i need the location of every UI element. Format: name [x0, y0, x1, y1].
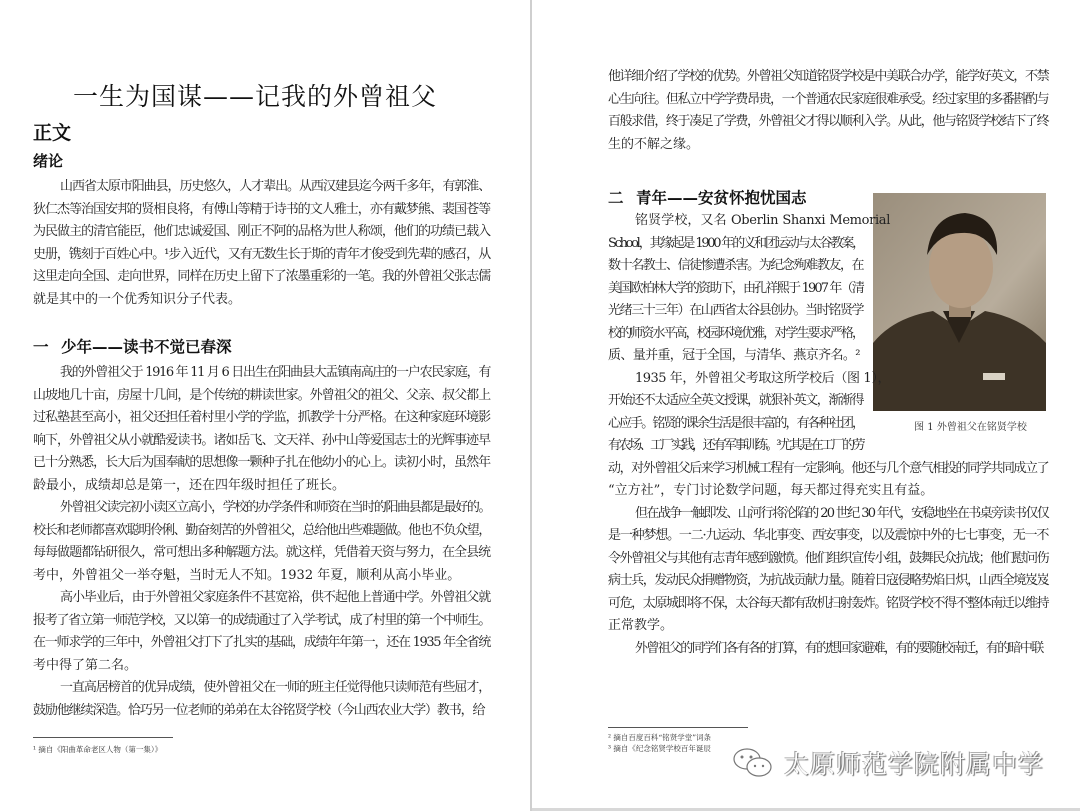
- paragraph: [608, 503, 1048, 638]
- text-line: 每每做题都钻研很久，常可想出多种解题方法。就这样，凭借着天资与努力，在全县统: [33, 545, 490, 560]
- text-line: 考中得了第二名。: [33, 657, 138, 673]
- text-line: 外曾祖父读完初小读区立高小，学校的办学条件和师资在当时的阳曲县都是最好的。: [60, 500, 490, 515]
- text-line: 美国欧柏林大学的资助下，由孔祥熙于 1907 年（清: [608, 280, 863, 296]
- heading-intro: 绪论: [33, 152, 64, 170]
- paragraph: [33, 587, 490, 677]
- document-title: 一生为国谋——记我的外曾祖父: [72, 82, 437, 111]
- text-line: 铭贤学校，又名 Oberlin Shanxi Memorial: [635, 213, 890, 228]
- watermark-text: 太原师范学院附属中学: [784, 750, 1045, 779]
- footnote-divider: [608, 727, 748, 728]
- section-1-body: [33, 362, 490, 722]
- text-line: 报考了省立第一师范学校，又以第一的成绩通过了入学考试，成了村里的第一个中师生。: [33, 612, 490, 628]
- text-line: 心应手。铭贤的课余生活是很丰富的，有各种社团，: [608, 415, 863, 431]
- text-line: 一直高居榜首的优异成绩，使外曾祖父在一师的班主任觉得他只读师范有些屈才，: [60, 680, 490, 695]
- section-title: 少年——读书不觉已春深: [61, 338, 232, 356]
- text-line: 光绪三十三年）在山西省太谷县创办。当时铭贤学: [608, 303, 863, 318]
- paragraph: [33, 497, 490, 587]
- paragraph: [608, 368, 1048, 503]
- paragraph: [33, 362, 490, 497]
- section-number: 二: [608, 189, 624, 207]
- text-line: 有农场、工厂实践，还有军事训练。³尤其是在工厂的劳: [608, 438, 863, 453]
- text-line: 数十名教士、信徒惨遭杀害。为纪念殉难教友，在: [608, 258, 863, 273]
- text-line: 校长和老师都喜欢聪明伶俐、勤奋刻苦的外曾祖父，总给他出些难题做。他也不负众望，: [33, 522, 490, 538]
- intro-body: [33, 176, 490, 311]
- figure-caption: 图 1 外曾祖父在铭贤学校: [914, 422, 1027, 433]
- text-line: 就是其中的一个优秀知识分子代表。: [33, 291, 242, 307]
- text-line: 正常教学。: [608, 618, 674, 633]
- continued-body: [608, 66, 1048, 156]
- paragraph: [33, 677, 490, 722]
- text-line: 在一师求学的三年中，外曾祖父打下了扎实的基础，成绩年年第一，还在 1935 年全省统: [33, 635, 490, 650]
- text-line: 心生向往。但私立中学学费昂贵，一个普通农民家庭很难承受。经过家里的多番斟酌与: [608, 91, 1048, 107]
- text-line: 病士兵，发动民众捐赠物资，为抗战贡献力量。随着日寇侵略势焰日炽，山西全境岌岌: [608, 573, 1048, 588]
- text-line: 龄最小，成绩却总是第一，还在四年级时担任了班长。: [33, 477, 346, 493]
- wechat-icon: [732, 746, 774, 780]
- text-line: 可危，太原城即将不保，太谷每天都有敌机扫射轰炸。铭贤学校不得不整体南迁以维持: [608, 595, 1048, 611]
- text-line: 鼓励他继续深造。恰巧另一位老师的弟弟在太谷铭贤学校（今山西农业大学）教书，给: [33, 702, 485, 718]
- section-title: 青年——安贫怀抱忧国志: [636, 189, 807, 207]
- section-number: 一: [33, 338, 49, 356]
- paragraph: [608, 66, 1048, 156]
- text-line: 开始还不太适应全英文授课，就狠补英文，渐渐得: [608, 393, 863, 408]
- text-line: 高小毕业后，由于外曾祖父家庭条件不甚宽裕，供不起他上普通中学。外曾祖父就: [60, 590, 490, 605]
- text-line: 是一种梦想。一二·九运动、华北事变、西安事变，以及震惊中外的七七事变，无一不: [608, 528, 1048, 543]
- text-line: 这里走向全国、走向世界，同样在历史上留下了浓墨重彩的一笔。我的外曾祖父张志儒: [33, 269, 490, 284]
- section-1-heading: [33, 335, 232, 357]
- text-line: 动，对外曾祖父后来学习机械工程有一定影响。他还与几个意气相投的同学共同成立了: [608, 460, 1048, 476]
- text-line: 史册，镌刻于百姓心中。¹步入近代，又有无数生长于斯的青年才俊受到先辈的感召，从: [33, 246, 490, 262]
- text-line: “立方社”，专门讨论数学问题，每天都过得充实且有益。: [608, 483, 934, 498]
- text-line: 质、量并重，冠于全国，与清华、燕京齐名。²: [608, 348, 860, 363]
- text-line: 为民做主的清官能臣，他们忠诚爱国、刚正不阿的品格为世人称颂，他们的功绩已载入: [33, 224, 490, 239]
- text-line: 校的师资水平高，校园环境优雅，对学生要求严格，: [608, 325, 863, 341]
- text-line: 已十分熟悉，长大后为国奉献的思想像一颗种子扎在他幼小的心上。读初小时，虽然年: [33, 455, 490, 470]
- text-line: 山西省太原市阳曲县，历史悠久，人才辈出。从西汉建县迄今两千多年，有郭淮、: [60, 179, 490, 194]
- text-line: 山坡地几十亩，房屋十几间，是个传统的耕读世家。外曾祖父的祖父、父亲、叔父都上: [33, 387, 490, 403]
- text-line: 过私塾甚至高小，祖父还担任着村里小学的学监，抓教学十分严格。在这种家庭环境影: [33, 410, 490, 425]
- section-2-body: [608, 210, 1048, 660]
- footnote-2: ² 摘自百度百科“铭贤学堂”词条: [608, 733, 712, 742]
- footnote-3: ³ 摘自《纪念铭贤学校百年诞辰: [608, 744, 711, 753]
- text-line: 但在战争一触即发、山河行将沦陷的 20 世纪 30 年代，安稳地坐在书桌旁读书仅仅: [635, 505, 1048, 521]
- paragraph: [33, 176, 490, 311]
- text-line: 我的外曾祖父于 1916 年 11 月 6 日出生在阳曲县大盂镇南高庄的一户农民家庭，有: [60, 365, 490, 380]
- footnote-1: ¹ 摘自《阳曲革命老区人物（第一集）》: [33, 745, 163, 754]
- section-2-heading: [608, 186, 807, 208]
- text-line: 生的不解之缘。: [608, 136, 700, 152]
- text-line: 响下，外曾祖父从小就酷爱读书。诸如岳飞、文天祥、孙中山等爱国志士的光辉事迹早: [33, 432, 490, 448]
- paragraph: [608, 210, 1048, 368]
- text-line: School，其缘起是 1900 年的义和团运动与太谷教案，: [608, 235, 863, 251]
- paragraph: [608, 638, 1048, 661]
- footnote-divider: [33, 737, 173, 738]
- text-line: 外曾祖父的同学们各有各的打算，有的想回家避难，有的要随校南迁，有的暗中联: [635, 640, 1043, 656]
- text-line: 令外曾祖父与其他有志青年感到激愤。他们组织宣传小组，鼓舞民众抗战；他们慰问伤: [608, 550, 1048, 566]
- text-line: 考中，外曾祖父一举夺魁，当时无人不知。1932 年夏，顺利从高小毕业。: [33, 567, 461, 583]
- watermark: [732, 745, 1044, 781]
- text-line: 狄仁杰等治国安邦的贤相良将，有傅山等精于诗书的文人雅士，亦有戴梦熊、裴国苍等: [33, 201, 490, 217]
- left-page: [0, 0, 530, 811]
- heading-main: 正文: [33, 122, 72, 144]
- text-line: 1935 年，外曾祖父考取这所学校后（图 1），: [635, 370, 890, 386]
- text-line: 他详细介绍了学校的优势。外曾祖父知道铭贤学校是中美联合办学，能学好英文，不禁: [608, 69, 1048, 84]
- text-line: 百般求借，终于凑足了学费，外曾祖父才得以顺利入学。从此，他与铭贤学校结下了终: [608, 114, 1048, 129]
